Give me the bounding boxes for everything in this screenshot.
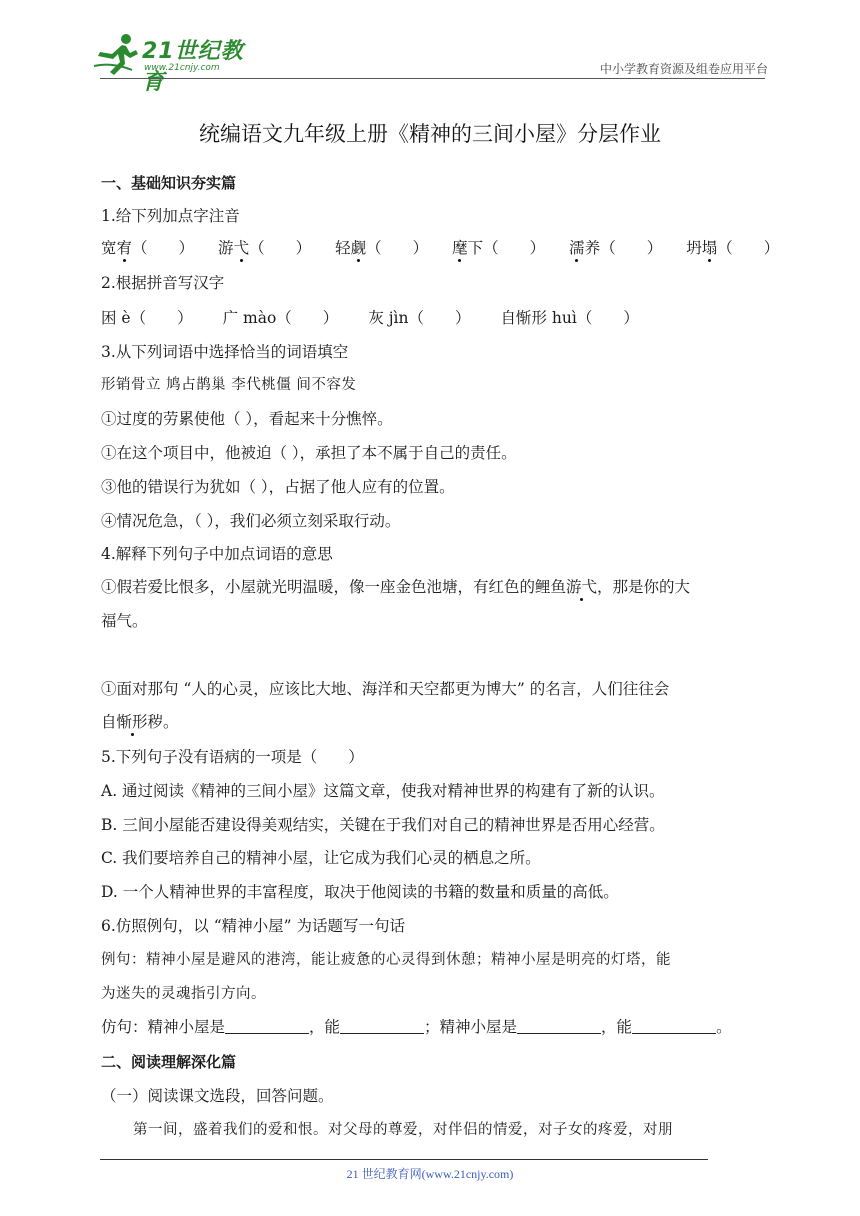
logo-url: www.21cnjy.com [144, 63, 220, 73]
q4-sentence-1-cont: 福气。 [101, 612, 148, 630]
q2-item: 广 mào（ ） [222, 309, 339, 327]
q5-option-a: A. 通过阅读《精神的三间小屋》这篇文章，使我对精神世界的构建有了新的认识。 [101, 782, 665, 800]
answer-blank[interactable] [632, 1017, 716, 1034]
q5-prompt: 5.下列句子没有语病的一项是（ ） [101, 748, 364, 766]
q1-item: 游弋（ ） [218, 239, 312, 257]
q5-option-b: B. 三间小屋能否建设得美观结实，关键在于我们对自己的精神世界是否用心经营。 [101, 816, 665, 834]
section-heading-reading: 二、阅读理解深化篇 [101, 1053, 237, 1071]
q4-sentence-2-cont: 自惭形秽。 [101, 713, 179, 731]
q4-sentence-1: ①假若爱比恨多，小屋就光明温暖，像一座金色池塘，有红色的鲤鱼游弋，那是你的大 [101, 578, 691, 596]
q1-prompt: 1.给下列加点字注音 [101, 207, 240, 225]
q3-prompt: 3.从下列词语中选择恰当的词语填空 [101, 343, 349, 361]
q1-items [101, 237, 779, 259]
reading-subheading: （一）阅读课文选段，回答问题。 [101, 1087, 334, 1105]
document-title: 统编语文九年级上册《精神的三间小屋》分层作业 [199, 122, 661, 146]
runner-logo-icon [92, 32, 142, 76]
q6-prompt: 6.仿照例句，以 “精神小屋” 为话题写一句话 [101, 917, 405, 935]
q3-sentence: ④情况危急，（ ），我们必须立刻采取行动。 [101, 512, 401, 530]
answer-blank[interactable] [340, 1017, 424, 1034]
q4-sentence-2: ①面对那句 “人的心灵，应该比大地、海洋和天空都更为博大” 的名言，人们往往会 [101, 680, 670, 698]
q1-item: 宽宥（ ） [101, 239, 195, 257]
q3-sentence: ③他的错误行为犹如（ ），占据了他人应有的位置。 [101, 478, 455, 496]
answer-blank[interactable] [225, 1017, 309, 1034]
q2-items [101, 307, 639, 329]
footer-text: 21 世纪教育网(www.21cnjy.com) [346, 1167, 514, 1181]
q3-word-bank: 形销骨立 鸠占鹊巢 李代桃僵 间不容发 [101, 377, 357, 393]
q6-example: 例句：精神小屋是避风的港湾，能让疲惫的心灵得到休憩；精神小屋是明亮的灯塔，能 [101, 952, 671, 968]
q3-sentence: ①在这个项目中，他被迫（ ），承担了本不属于自己的责任。 [101, 444, 517, 462]
q2-item: 灰 jìn（ ） [368, 309, 471, 327]
header-divider [100, 78, 765, 79]
q2-prompt: 2.根据拼音写汉字 [101, 274, 225, 292]
dotted-word: 游弋 [566, 578, 598, 596]
section-heading-basics: 一、基础知识夯实篇 [101, 174, 237, 192]
footer-divider [100, 1159, 708, 1160]
q1-item: 坍塌（ ） [686, 239, 780, 257]
q4-prompt: 4.解释下列句子中加点词语的意思 [101, 545, 333, 563]
page-header [0, 0, 860, 95]
q3-sentence: ①过度的劳累使他（ ），看起来十分憔悴。 [101, 410, 393, 428]
dotted-word: 自惭形秽 [101, 713, 164, 731]
reading-passage: 第一间，盛着我们的爱和恨。对父母的尊爱，对伴侣的情爱，对子女的疼爱，对朋 [133, 1122, 673, 1138]
q6-imitate: 仿句：精神小屋是 ，能 ；精神小屋是 ，能 。 [101, 1018, 732, 1036]
site-logo[interactable] [92, 32, 262, 95]
answer-blank[interactable] [517, 1017, 601, 1034]
q1-item: 轻觑（ ） [335, 239, 429, 257]
q2-item: 困 è（ ） [101, 309, 193, 327]
q1-item: 麾下（ ） [452, 239, 546, 257]
q1-item: 濡养（ ） [569, 239, 663, 257]
site-tagline: 中小学教育资源及组卷应用平台 [599, 62, 768, 76]
logo-text: 21世纪教育 [142, 39, 244, 95]
q5-option-c: C. 我们要培养自己的精神小屋，让它成为我们心灵的栖息之所。 [101, 849, 541, 867]
q2-item: 自惭形 huì（ ） [500, 309, 639, 327]
q6-example-cont: 为迷失的灵魂指引方向。 [101, 986, 266, 1002]
q5-option-d: D. 一个人精神世界的丰富程度，取决于他阅读的书籍的数量和质量的高低。 [101, 883, 619, 901]
